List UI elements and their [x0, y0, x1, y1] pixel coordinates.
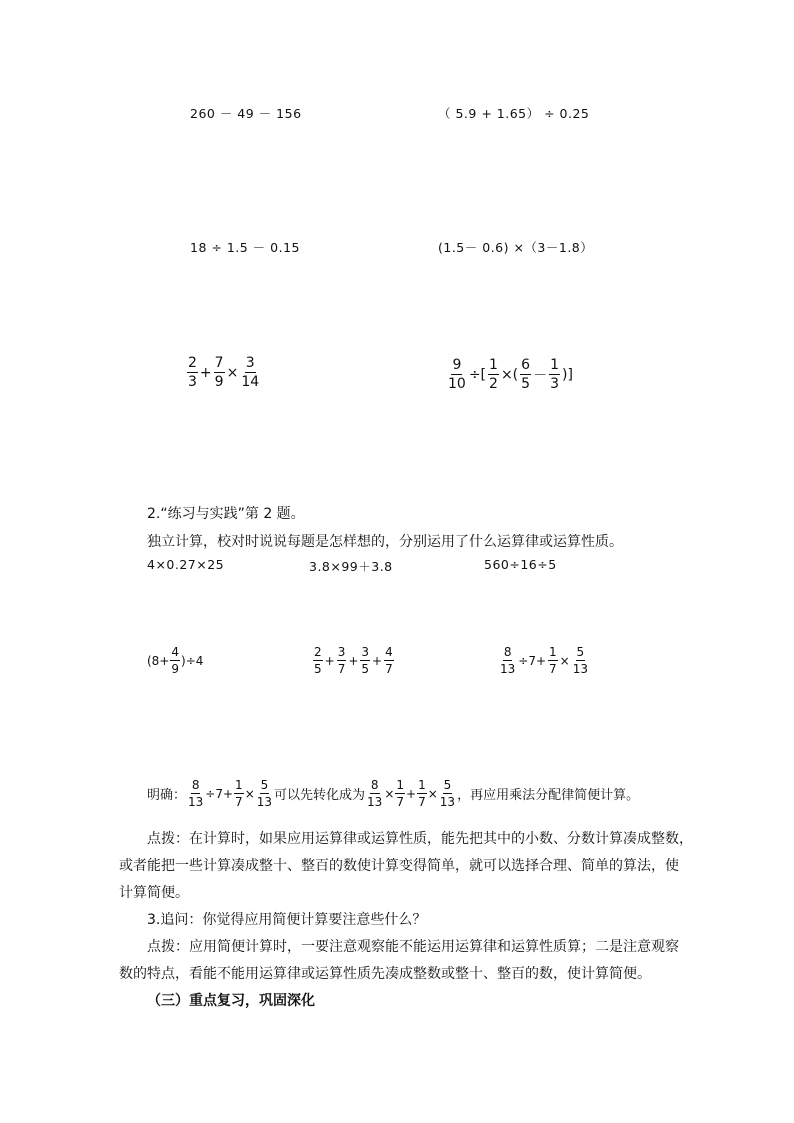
operator: )÷4 — [181, 653, 204, 668]
numerator: 5 — [576, 645, 585, 659]
denominator: 13 — [256, 795, 273, 809]
operator: － — [533, 367, 548, 384]
denominator: 13 — [500, 662, 516, 676]
numerator: 3 — [337, 645, 346, 659]
expression-38x99: 3.8×99＋3.8 — [309, 559, 393, 574]
numerator: 4 — [385, 645, 393, 659]
clarify-mid-text: 可以先转化成为 — [274, 788, 366, 803]
operator: ÷[ — [468, 366, 487, 383]
numerator: 1 — [418, 778, 426, 792]
denominator: 2 — [489, 376, 498, 392]
fraction-expression-1 — [186, 356, 261, 389]
denominator: 5 — [361, 662, 370, 676]
tip-1-line-1: 点拨：在计算时，如果应用运算律或运算性质，能先把其中的小数、分数计算凑成整数， — [147, 831, 693, 847]
expression-sum-div: （ 5.9 + 1.65） ÷ 0.25 — [438, 106, 590, 121]
numerator: 7 — [214, 355, 224, 371]
denominator: 14 — [241, 374, 260, 390]
denominator: 7 — [235, 795, 243, 809]
denominator: 10 — [448, 376, 466, 392]
fraction-expression-3 — [147, 646, 203, 675]
section-2-instruction: 独立计算，校对时说说每题是怎样想的，分别运用了什么运算律或运算性质。 — [147, 534, 623, 550]
expression-260-49-156: 260 － 49 － 156 — [190, 106, 302, 121]
expression-diff-product: (1.5－ 0.6) ×（3－1.8） — [438, 240, 594, 255]
fraction-expression-5 — [498, 646, 590, 675]
clarify-label: 明确： — [147, 788, 187, 803]
operator: )] — [562, 366, 573, 383]
numerator: 1 — [549, 645, 557, 659]
denominator: 13 — [572, 662, 589, 676]
tip-1-line-3: 计算简便。 — [119, 885, 189, 901]
section-2-heading: 2.“练习与实践”第 2 题。 — [147, 506, 305, 522]
operator: × — [244, 786, 255, 801]
tip-2-line-1: 点拨：应用简便计算时，一要注意观察能不能运用运算律和运算性质算；二是注意观察 — [147, 939, 679, 955]
numerator: 6 — [521, 357, 531, 373]
numerator: 3 — [245, 355, 255, 371]
operator: (8+ — [147, 653, 170, 668]
numerator: 9 — [452, 357, 462, 373]
numerator: 3 — [361, 645, 370, 659]
numerator: 1 — [396, 778, 405, 792]
denominator: 9 — [171, 662, 180, 676]
denominator: 5 — [314, 662, 322, 676]
operator: + — [199, 364, 212, 381]
operator: ÷7+ — [205, 786, 234, 801]
section-3-heading: （三）重点复习，巩固深化 — [147, 993, 315, 1009]
operator: × — [226, 364, 239, 381]
numerator: 2 — [314, 645, 322, 659]
expression-18-div: 18 ÷ 1.5 － 0.15 — [190, 240, 300, 255]
operator: + — [406, 786, 417, 801]
numerator: 8 — [503, 645, 512, 659]
clarify-line — [147, 779, 639, 808]
expression-4x027x25: 4×0.27×25 — [147, 557, 225, 572]
numerator: 8 — [370, 778, 379, 792]
denominator: 13 — [439, 795, 456, 809]
denominator: 7 — [549, 662, 557, 676]
denominator: 13 — [367, 795, 383, 809]
operator: + — [348, 653, 359, 668]
fraction-expression-4 — [312, 646, 395, 675]
expression-560: 560÷16÷5 — [484, 557, 557, 572]
denominator: 7 — [385, 662, 393, 676]
numerator: 2 — [188, 355, 197, 371]
numerator: 5 — [260, 778, 269, 792]
numerator: 1 — [489, 357, 498, 373]
numerator: 8 — [191, 778, 200, 792]
question-3: 3.追问：你觉得应用简便计算要注意些什么？ — [147, 912, 427, 928]
clarify-tail-text: ，再应用乘法分配律简便计算。 — [457, 788, 640, 803]
operator: ×( — [500, 366, 519, 383]
operator: × — [559, 653, 570, 668]
operator: ÷7+ — [518, 653, 547, 668]
numerator: 5 — [443, 778, 452, 792]
operator: × — [427, 786, 438, 801]
denominator: 9 — [214, 374, 224, 390]
operator: × — [384, 786, 395, 801]
fraction-expression-2 — [446, 358, 574, 391]
denominator: 3 — [188, 374, 197, 390]
denominator: 5 — [521, 376, 531, 392]
denominator: 3 — [550, 376, 559, 392]
denominator: 7 — [418, 795, 426, 809]
denominator: 7 — [396, 795, 405, 809]
tip-2-line-2: 数的特点，看能不能用运算律或运算性质先凑成整数或整十、整百的数，使计算简便。 — [119, 966, 651, 982]
operator: + — [372, 653, 383, 668]
denominator: 7 — [337, 662, 346, 676]
denominator: 13 — [188, 795, 204, 809]
operator: + — [324, 653, 335, 668]
numerator: 1 — [235, 778, 243, 792]
numerator: 4 — [171, 645, 180, 659]
tip-1-line-2: 或者能把一些计算凑成整十、整百的数使计算变得简单，就可以选择合理、简单的算法，使 — [119, 858, 679, 874]
numerator: 1 — [550, 357, 559, 373]
